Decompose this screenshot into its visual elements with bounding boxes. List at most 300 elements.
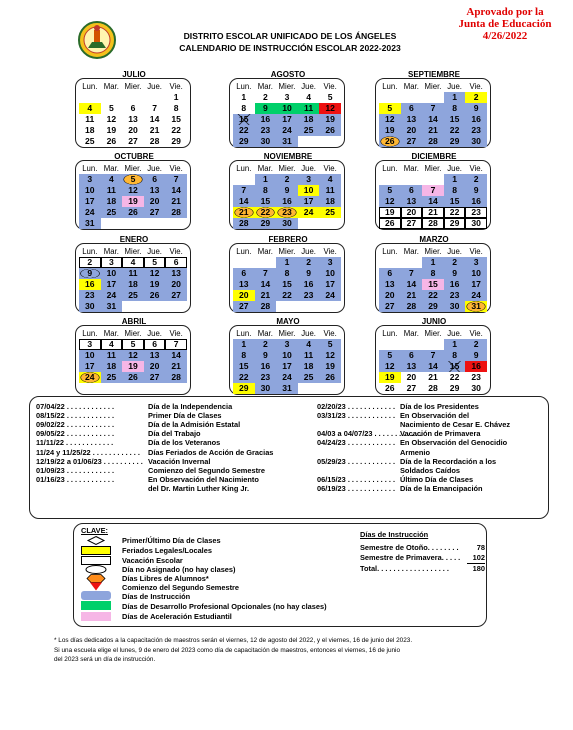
day-cell: 13 [144,185,166,196]
week-row [79,103,187,114]
day-cell: 27 [144,207,166,218]
day-cell: 23 [471,372,481,382]
week-row [233,196,341,207]
day-cell [401,92,423,103]
week-row [379,383,487,394]
day-cell [298,218,320,229]
day-cell [122,301,144,312]
day-cell: 29 [444,136,466,147]
day-cell: 30 [276,218,298,229]
day-cell: 19 [144,279,166,290]
event-label: En Observación del Genocidio [400,438,508,448]
day-cell: 18 [319,196,341,207]
day-cell: 23 [465,207,487,218]
event-label: Armenio [400,447,430,457]
day-cell [298,136,320,147]
day-grid [233,339,341,394]
day-cell: 6 [401,350,423,361]
day-cell: 16 [255,114,277,125]
day-cell: 18 [298,361,320,372]
day-cell: 5 [327,92,333,102]
event-label: Días Feriados de Acción de Gracias [148,447,274,457]
week-row [233,339,341,350]
day-cell: 28 [165,207,187,218]
day-cell: 20 [144,196,166,207]
event-label: Día de los Veteranos [148,438,221,448]
day-grid [233,92,341,147]
day-cell: 21 [422,125,444,136]
day-cell [319,301,341,312]
day-cell: 17 [79,361,101,372]
day-cell: 16 [276,196,298,207]
spring-label: Semestre de Primavera. . . . . [360,553,461,562]
approval-note [440,6,570,42]
weekday-label: Mar. [257,82,273,91]
weekday-label: Jue. [147,247,162,256]
day-cell: 9 [255,103,277,114]
day-cell: 23 [79,290,101,301]
day-cell: 22 [449,372,460,382]
day-cell: 24 [79,207,101,218]
event-date: 08/15/22 . . . . . . . . . . . . [36,411,115,421]
day-cell: 30 [255,136,277,147]
day-cell [401,174,423,185]
day-cell: 12 [379,196,401,207]
day-cell: 2 [298,257,320,268]
event-date: 01/16/23 . . . . . . . . . . . . [36,474,115,484]
day-cell: 6 [165,257,187,268]
total-label: Total. . . . . . . . . . . . . . . . . . [360,564,449,573]
legend-item: Días de Instrucción [122,592,191,601]
total-value: 180 [472,564,485,573]
week-row [233,350,341,361]
month-name: JUNIO [421,317,447,326]
weekday-header [233,82,341,91]
weekday-label: Mar. [403,329,419,338]
day-cell: 14 [165,185,187,196]
fall-value: 78 [476,543,485,552]
day-cell: 11 [298,350,320,361]
weekday-label: Vie. [323,82,337,91]
day-cell: 2 [255,339,277,350]
footnote-line-1: * Los días dedicados a la capacitación de maestros serán el viernes, 12 de agosto del 2022, y el viernes, 16 de junio del 2023. [54,637,413,644]
day-cell: 16 [79,279,101,290]
day-cell: 17 [101,279,123,290]
weekday-label: Vie. [469,82,483,91]
day-cell: 8 [444,350,466,361]
month-name: FEBRERO [268,235,308,244]
weekday-header [79,164,187,173]
boxed-swatch [81,556,111,565]
day-cell: 21 [165,361,187,372]
event-date: 09/02/22 . . . . . . . . . . . . [36,420,115,430]
weekday-label: Mar. [103,247,119,256]
day-cell: 16 [255,361,277,372]
day-cell: 19 [319,361,341,372]
day-grid [379,92,487,147]
day-cell: 9 [255,350,277,361]
event-label: Día de la Recordación a los [400,456,497,466]
day-cell: 12 [122,185,144,196]
day-cell: 20 [165,279,187,290]
day-cell: 21 [422,207,444,218]
day-cell: 9 [444,268,466,279]
day-cell: 27 [144,372,166,383]
day-cell: 20 [406,372,417,382]
day-cell: 19 [379,207,401,218]
day-cell: 2 [263,92,268,102]
day-cell [144,92,166,103]
day-cell: 11 [298,103,320,114]
day-cell: 21 [233,207,255,218]
day-cell: 24 [276,372,298,383]
day-cell: 22 [276,290,298,301]
day-cell: 10 [79,350,101,361]
week-row [379,174,487,185]
day-cell: 1 [173,92,179,102]
day-cell: 27 [165,290,187,301]
day-cell [276,301,298,312]
week-row [233,218,341,229]
event-date: 04/24/23 . . . . . . . . . . . . [317,438,396,448]
day-cell: 8 [444,103,466,114]
day-cell: 9 [276,185,298,196]
week-row [233,279,341,290]
day-cell: 27 [379,301,401,312]
day-cell: 1 [255,174,277,185]
day-cell: 7 [422,103,444,114]
day-cell: 30 [79,301,101,312]
day-cell: 10 [298,185,320,196]
weekday-label: Lun. [382,247,398,256]
day-cell: 13 [401,196,423,207]
week-row [79,207,187,218]
day-cell: 17 [319,279,341,290]
event-label: Día de la Independencia [148,402,233,411]
month-enero [75,235,191,313]
week-row [379,301,487,312]
legend-item: Días de Desarrollo Profesional Opcionales (no hay clases) [122,602,327,611]
day-cell: 21 [149,125,160,135]
day-cell: 25 [298,372,320,383]
day-cell: 20 [233,290,255,301]
weekday-label: Vie. [323,164,337,173]
day-cell: 6 [144,174,166,185]
event-label: Vacación de Primavera [400,429,481,439]
week-row [79,218,187,229]
day-cell [122,218,144,229]
day-cell: 18 [298,114,320,125]
week-row [79,92,187,103]
day-cell: 1 [444,92,466,103]
day-cell: 22 [255,207,277,218]
day-cell: 16 [444,279,466,290]
week-row [379,136,487,147]
day-cell: 11 [319,185,341,196]
day-cell [298,301,320,312]
day-cell: 19 [122,361,144,372]
day-cell: 17 [276,114,298,125]
week-row [233,207,341,218]
day-cell [379,174,401,185]
month-name: SEPTIEMBRE [407,70,460,79]
week-row [233,136,341,147]
day-cell: 12 [106,114,117,124]
week-row [233,103,341,114]
day-cell: 2 [465,339,487,350]
day-cell: 5 [122,339,144,350]
day-cell: 29 [449,383,460,393]
day-cell: 8 [241,103,247,113]
day-cell: 5 [144,257,166,268]
day-cell [79,92,101,103]
weekday-label: Mier. [124,247,142,256]
day-cell: 31 [276,136,298,147]
day-cell: 17 [79,196,101,207]
day-cell: 9 [79,268,101,279]
day-cell: 3 [298,174,320,185]
week-row [233,361,341,372]
day-cell [319,383,341,394]
day-cell: 1 [233,339,255,350]
day-grid [79,339,187,383]
week-row [79,361,187,372]
event-date: 02/20/23 . . . . . . . . . . . . [317,402,396,411]
weekday-label: Jue. [301,164,316,173]
day-cell: 5 [379,185,401,196]
day-cell: 24 [465,290,487,301]
day-cell: 2 [79,257,101,268]
weekday-label: Mier. [278,164,296,173]
day-cell [379,339,401,350]
day-cell: 26 [385,383,395,393]
day-cell: 29 [233,136,255,147]
day-cell: 20 [401,207,423,218]
weekday-label: Lun. [82,329,98,338]
day-cell: 5 [109,103,114,113]
month-diciembre [375,152,491,230]
day-cell: 15 [422,279,444,290]
week-row [379,268,487,279]
day-cell: 6 [401,103,423,114]
day-cell: 1 [241,92,247,102]
day-cell: 15 [444,361,466,372]
day-cell: 3 [465,257,487,268]
weekday-label: Mar. [103,82,119,91]
day-cell: 1 [444,339,466,350]
day-cell: 26 [319,125,341,136]
day-cell: 23 [465,125,487,136]
day-cell: 22 [444,125,466,136]
day-cell [319,136,341,147]
approval-line-2: Junta de Educación [458,18,552,30]
day-cell: 31 [465,301,487,312]
blue-swatch [81,591,111,600]
day-cell: 14 [422,114,444,125]
day-cell: 5 [319,339,341,350]
day-cell: 23 [255,125,277,136]
day-cell: 25 [319,207,341,218]
day-cell: 4 [101,339,123,350]
week-row [379,92,487,103]
day-cell: 19 [379,372,401,383]
diamond-icon [81,536,111,545]
footnote-line-2: Si una escuela elige el lunes, 9 de enero del 2023 como día de capacitación de maestros, entonces el viernes, 16 de junio [54,646,401,654]
day-cell: 26 [106,136,117,146]
day-cell: 13 [401,361,423,372]
day-cell: 25 [101,207,123,218]
event-label: del Dr. Martin Luther King Jr. [148,483,250,493]
weekday-label: Mier. [278,82,296,91]
day-cell: 23 [255,372,277,383]
day-cell [379,257,401,268]
month-name: OCTUBRE [114,152,154,161]
week-row [79,257,187,268]
month-mayo [229,317,345,395]
day-cell: 6 [401,185,423,196]
event-date: 06/19/23 . . . . . . . . . . . . [317,483,396,493]
month-febrero [229,235,345,313]
day-cell: 14 [233,196,255,207]
day-cell: 14 [149,114,160,124]
event-label: En Observación del [400,411,470,421]
day-cell: 10 [276,103,298,114]
day-cell: 10 [101,268,123,279]
day-cell [144,218,166,229]
title-line-1: DISTRITO ESCOLAR UNIFICADO DE LOS ÁNGELES [183,31,397,41]
event-date: 04/03 a 04/07/23 . . . . . . . . . . . . [317,429,422,439]
day-cell: 6 [144,339,166,350]
weekday-label: Mier. [424,247,442,256]
weekday-label: Lun. [82,82,98,91]
day-cell: 6 [130,103,136,113]
red-triangle-icon [81,582,111,591]
weekday-label: Lun. [236,82,252,91]
day-cell: 9 [465,103,487,114]
day-cell: 12 [379,361,401,372]
weekday-label: Mar. [257,247,273,256]
day-cell: 4 [306,92,311,102]
day-cell: 30 [471,383,481,393]
weekday-header [79,247,187,256]
day-cell: 9 [298,268,320,279]
day-cell [255,257,277,268]
weekday-label: Vie. [323,247,337,256]
day-cell: 11 [101,350,123,361]
week-row [233,301,341,312]
day-cell [401,339,423,350]
day-cell: 15 [233,361,255,372]
day-cell: 30 [465,218,487,229]
weekday-label: Jue. [301,247,316,256]
day-cell: 25 [101,372,123,383]
weekday-label: Mar. [103,164,119,173]
day-cell: 27 [233,301,255,312]
day-cell: 22 [233,372,255,383]
day-cell: 23 [444,290,466,301]
week-row [233,92,341,103]
event-label: En Observación del Nacimiento [148,474,259,484]
week-row [379,339,487,350]
spring-value: 102 [467,553,485,564]
day-cell: 18 [85,125,95,135]
day-cell: 17 [276,361,298,372]
month-name: ABRIL [121,317,147,326]
day-cell: 4 [79,103,101,114]
day-cell: 26 [379,136,401,147]
month-junio [375,317,491,395]
day-cell: 7 [255,268,277,279]
day-cell: 20 [128,125,138,135]
day-cell: 11 [101,185,123,196]
day-cell: 12 [379,114,401,125]
day-cell: 17 [298,196,320,207]
day-cell [422,92,444,103]
day-cell: 3 [284,92,290,102]
weekday-label: Lun. [236,247,252,256]
day-cell: 15 [171,114,181,124]
day-cell: 21 [165,196,187,207]
day-cell: 27 [128,136,138,146]
weekday-header [233,164,341,173]
day-cell: 16 [298,279,320,290]
weekday-header [233,247,341,256]
day-cell: 24 [298,207,320,218]
day-cell: 14 [422,196,444,207]
yellow-swatch [81,546,111,555]
pink-swatch [81,612,111,621]
day-cell: 31 [101,301,123,312]
event-label: Último Día de Clases [400,474,474,484]
day-cell: 3 [101,257,123,268]
day-cell: 29 [422,301,444,312]
footnote [54,636,524,665]
day-cell: 6 [233,268,255,279]
day-cell: 27 [406,383,417,393]
event-date: 07/04/22 . . . . . . . . . . . . [36,402,115,411]
weekday-header [79,329,187,338]
week-row [233,125,341,136]
day-grid [79,92,187,147]
day-cell [422,339,444,350]
instruction-days-title: Días de Instrucción [360,530,429,539]
day-cell: 10 [465,268,487,279]
event-date: 11/11/22 . . . . . . . . . . . . [36,438,114,448]
day-cell: 13 [233,279,255,290]
weekday-header [233,329,341,338]
weekday-label: Lun. [236,329,252,338]
day-cell: 7 [401,268,423,279]
month-septiembre [375,70,491,148]
day-cell: 16 [465,196,487,207]
day-cell: 28 [233,218,255,229]
event-label: Día de la Emancipación [400,483,483,493]
weekday-label: Vie. [469,164,483,173]
weekday-label: Mier. [424,329,442,338]
event-label: Día del Trabajo [148,429,201,439]
week-row [79,279,187,290]
day-grid [379,174,487,229]
day-cell: 31 [276,383,298,394]
week-row [79,136,187,147]
week-row [233,383,341,394]
month-name: MAYO [276,317,300,326]
week-row [79,196,187,207]
day-cell: 9 [465,185,487,196]
day-grid [233,257,341,312]
month-name: NOVIEMBRE [263,152,313,161]
day-cell: 28 [165,372,187,383]
